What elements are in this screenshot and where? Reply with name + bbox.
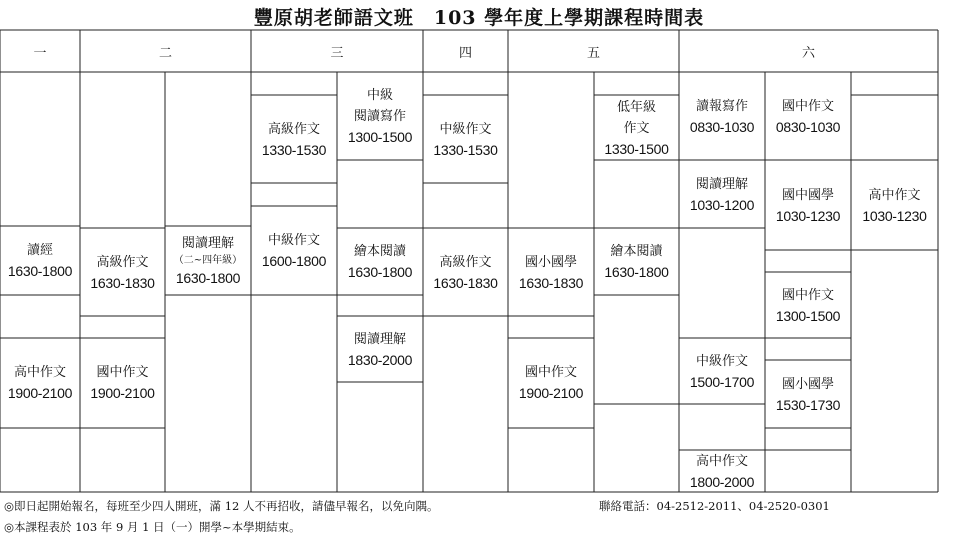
course-time: 1630-1800 — [604, 264, 669, 280]
course-name: 讀經 — [26, 243, 53, 258]
course-time: 1900-2100 — [518, 385, 584, 401]
course-name-line2: 作文 — [623, 120, 650, 136]
course-sat-elementary-classics — [765, 362, 851, 427]
course-name: 高中作文 — [13, 365, 66, 380]
course-sat-intermediate-writing — [679, 340, 765, 403]
course-time: 0830-1030 — [689, 118, 755, 135]
course-time: 1900-2100 — [7, 385, 73, 401]
course-time: 1300-1500 — [775, 307, 841, 324]
course-sat-highschool-writing-am — [851, 162, 938, 249]
course-time: 1830-2000 — [347, 351, 413, 368]
course-sat-highschool-writing — [679, 451, 765, 492]
page-title: 豐原胡老師語文班 103 學年度上學期課程時間表 — [253, 7, 705, 29]
course-fri-juniorhigh-writing — [508, 340, 594, 426]
course-time: 1630-1830 — [433, 274, 498, 291]
course-time: 1800-2000 — [689, 473, 755, 490]
course-sat-newspaper-writing — [679, 74, 765, 159]
course-tue-reading-comprehension — [165, 228, 251, 294]
course-name: 高中作文 — [695, 453, 748, 469]
course-name: 中級 — [366, 88, 393, 103]
course-name: 高級作文 — [267, 121, 320, 137]
course-time: 1630-1800 — [175, 270, 241, 286]
course-name: 中級作文 — [439, 121, 492, 137]
course-mon-reading-classics — [0, 228, 80, 294]
course-wed-picturebook-reading — [337, 230, 423, 294]
course-sat-juniorhigh-writing-pm — [765, 274, 851, 337]
course-time: 1630-1800 — [347, 264, 413, 280]
course-name: 高級作文 — [96, 254, 149, 270]
registration-note: ◎即日起開始報名，每班至少四人開班，滿 12 人不再招收，請儘早報名，以免向隅。 — [4, 499, 439, 513]
course-time: 0830-1030 — [775, 118, 841, 135]
course-name: 繪本閱讀 — [353, 244, 406, 259]
course-time: 1630-1830 — [518, 274, 584, 291]
day-header-thu: 四 — [458, 45, 472, 61]
course-note: （二~四年級） — [173, 255, 243, 266]
course-fri-picturebook-reading — [594, 230, 679, 294]
course-wed-reading-comprehension — [337, 318, 423, 381]
day-header-tue: 二 — [158, 45, 172, 61]
course-name: 讀報寫作 — [695, 98, 748, 114]
course-fri-lower-grade-writing — [594, 97, 679, 159]
course-thu-advanced-writing — [423, 230, 508, 315]
course-name: 國中國學 — [781, 187, 834, 203]
course-time: 1330-1530 — [433, 141, 498, 158]
course-name: 國中作文 — [781, 98, 834, 114]
course-name: 國小國學 — [524, 254, 577, 270]
course-tue-advanced-writing — [80, 230, 165, 315]
course-time: 1300-1500 — [347, 129, 413, 145]
day-header-fri: 五 — [586, 45, 600, 61]
course-name: 閱讀理解 — [353, 331, 406, 347]
course-sat-juniorhigh-writing-am — [765, 74, 851, 159]
course-mon-highschool-writing — [0, 340, 80, 426]
course-name: 中級作文 — [267, 233, 320, 248]
course-wed-intermediate-writing — [251, 208, 337, 294]
course-time: 1030-1230 — [862, 207, 927, 224]
course-time: 1030-1200 — [689, 196, 755, 213]
course-name: 國小國學 — [781, 376, 834, 392]
day-header-sat: 六 — [801, 45, 815, 61]
course-name: 高級作文 — [439, 254, 492, 270]
course-time: 1630-1830 — [90, 274, 155, 291]
course-name: 高中作文 — [868, 187, 921, 203]
course-time: 1330-1500 — [604, 140, 669, 157]
course-fri-elementary-classics — [508, 230, 594, 315]
course-wed-intermediate-reading-writing — [337, 74, 423, 159]
course-time: 1900-2100 — [90, 385, 155, 401]
course-time: 1330-1530 — [261, 141, 327, 158]
course-sat-juniorhigh-classics — [765, 162, 851, 249]
course-name: 國中作文 — [781, 287, 834, 303]
course-name: 閱讀理解 — [695, 176, 748, 192]
footer-note-registration — [4, 498, 830, 514]
course-time: 1500-1700 — [689, 373, 755, 390]
course-thu-intermediate-writing — [423, 97, 508, 182]
course-time: 1530-1730 — [775, 396, 841, 413]
course-name-line2: 閱讀寫作 — [353, 109, 406, 124]
course-name: 閱讀理解 — [181, 236, 234, 251]
course-time: 1630-1800 — [7, 263, 73, 279]
day-header-wed: 三 — [330, 45, 344, 61]
course-name: 中級作文 — [695, 353, 748, 369]
course-wed-advanced-writing — [251, 97, 337, 182]
course-sat-reading-comprehension — [679, 162, 765, 227]
course-name: 國中作文 — [96, 365, 149, 380]
footer-note-term: ◎本課程表於 103 年 9 月 1 日（一）開學~本學期結束。 — [4, 520, 301, 534]
course-name: 國中作文 — [524, 365, 577, 380]
course-name: 低年級 — [616, 99, 656, 115]
course-name: 繪本閱讀 — [610, 244, 663, 259]
contact-phone: 聯絡電話：04-2512-2011、04-2520-0301 — [599, 499, 830, 513]
course-time: 1600-1800 — [261, 253, 327, 269]
day-header-mon: 一 — [33, 45, 47, 61]
course-time: 1030-1230 — [775, 207, 841, 224]
course-tue-juniorhigh-writing — [80, 340, 165, 426]
